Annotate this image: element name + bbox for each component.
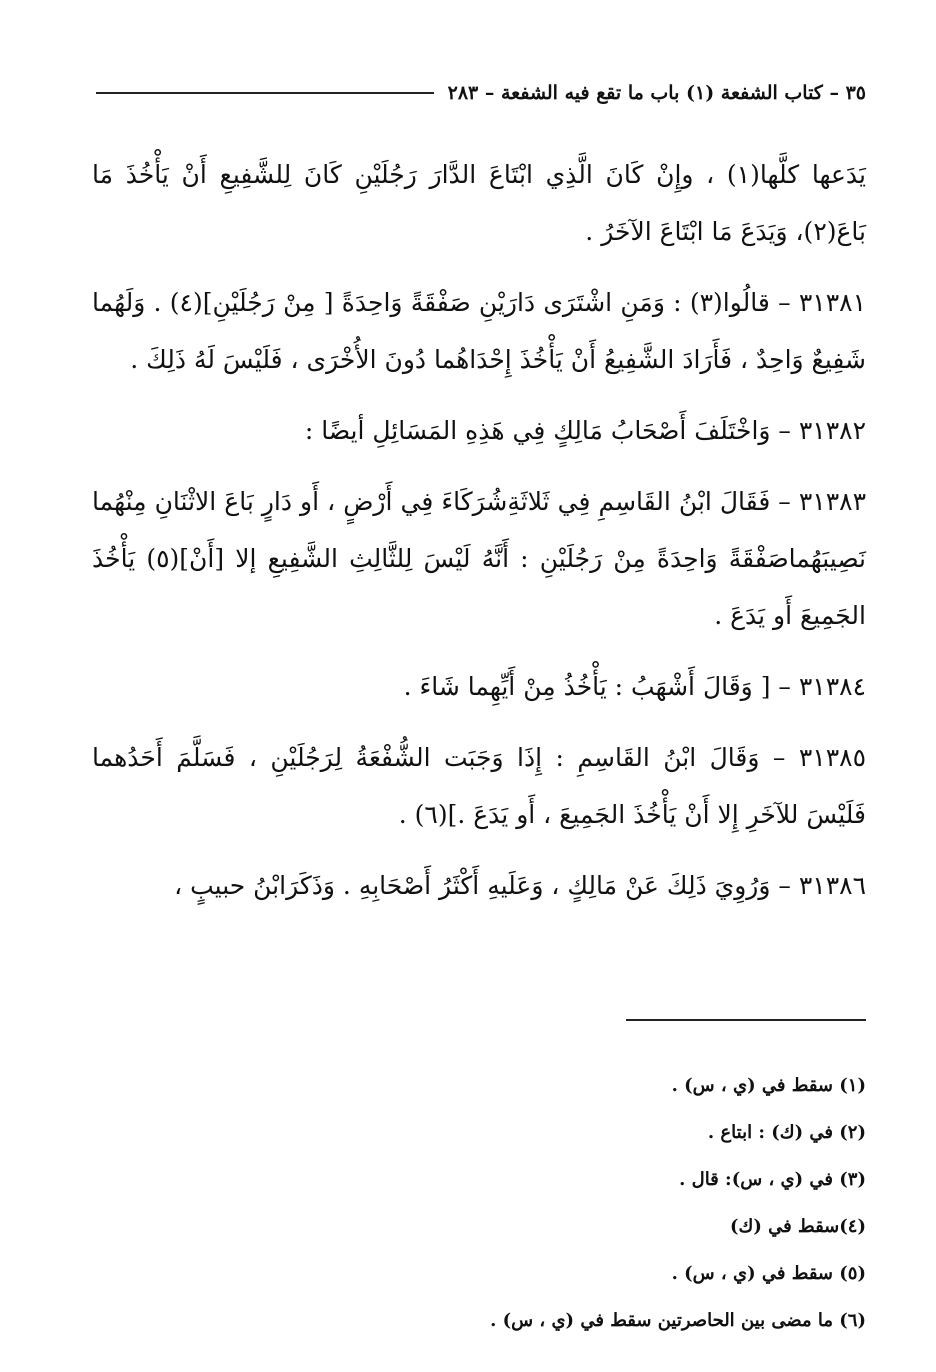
footnote-4: (٤)سقط في (ك) — [729, 1216, 866, 1237]
footnote-3: (٣) في (ي ، س): قال . — [679, 1169, 866, 1190]
footnotes — [92, 1062, 866, 1344]
footnote-5: (٥) سقط في (ي ، س) . — [671, 1263, 866, 1284]
paragraph-31383: ٣١٣٨٣ – فَقَالَ ابْنُ القَاسِمِ فِي ثَلاثَةِشُرَكَاءَ فِي أَرْضٍ ، أَو دَارٍ بَاعَ الاثْنَانِ مِنْهُما نَصِيبَهُماصَفْقَةً وَاحِدَةً مِنْ رَجُلَيْنِ : أَنَّهُ لَيْسَ لِلثَّالِثِ الشَّفِيعِ إلا [أَنْ](٥) يَأْخُذَ الجَمِيعَ أَو يَدَعَ . — [92, 487, 866, 630]
paragraph-31384: ٣١٣٨٤ – [ وَقَالَ أَشْهَبُ : يَأْخُذُ مِنْ أَيِّهِما شَاءَ . — [403, 672, 866, 701]
paragraph-31385: ٣١٣٨٥ – وَقَالَ ابْنُ القَاسِمِ : إِذَا وَجَبَت الشُّفْعَةُ لِرَجُلَيْنِ ، فَسَلَّمَ أَحَدُهما فَلَيْسَ للآخَرِ إِلا أَنْ يَأْخُذَ الجَمِيعَ ، أَو يَدَعَ .](٦) . — [92, 743, 866, 829]
header-title: ٣٥ – كتاب الشفعة (١) باب ما تقع فيه الشفعة – ٢٨٣ — [447, 82, 866, 104]
footnote-separator — [626, 1019, 866, 1021]
footnote-1: (١) سقط في (ي ، س) . — [671, 1075, 866, 1096]
paragraph-31381: ٣١٣٨١ – قالُوا(٣) : وَمَنِ اشْتَرَى دَارَيْنِ صَفْقَةً وَاحِدَةً [ مِنْ رَجُلَيْنِ](٤) . وَلَهُما شَفِيعٌ وَاحِدٌ ، فَأَرَادَ الشَّفِيعُ أَنْ يَأْخُذَ إِحْدَاهُما دُونَ الأُخْرَى ، فَلَيْسَ لَهُ ذَلِكَ . — [92, 288, 866, 374]
main-text — [92, 146, 866, 928]
running-header — [96, 78, 866, 108]
header-rule — [96, 92, 434, 94]
paragraph-continuation: يَدَعها كلَّها(١) ، وإِنْ كَانَ الَّذِي ابْتَاعَ الدَّارَ رَجُلَيْنِ كَانَ لِلشَّفِيعِ أَنْ يَأْخُذَ مَا بَاعَ(٢)، وَيَدَعَ مَا ابْتَاعَ الآخَرُ . — [92, 160, 866, 246]
paragraph-31386: ٣١٣٨٦ – وَرُوِيَ ذَلِكَ عَنْ مَالِكٍ ، وَعَلَيهِ أَكْثَرُ أَصْحَابِهِ . وَذَكَرَابْنُ حبيبٍ ، — [174, 871, 866, 900]
paragraph-31382: ٣١٣٨٢ – وَاخْتَلَفَ أَصْحَابُ مَالِكٍ فِي هَذِهِ المَسَائِلِ أيضًا : — [304, 416, 866, 445]
footnote-6: (٦) ما مضى بين الحاصرتين سقط في (ي ، س) . — [490, 1310, 866, 1331]
footnote-2: (٢) في (ك) : ابتاع . — [707, 1122, 866, 1143]
